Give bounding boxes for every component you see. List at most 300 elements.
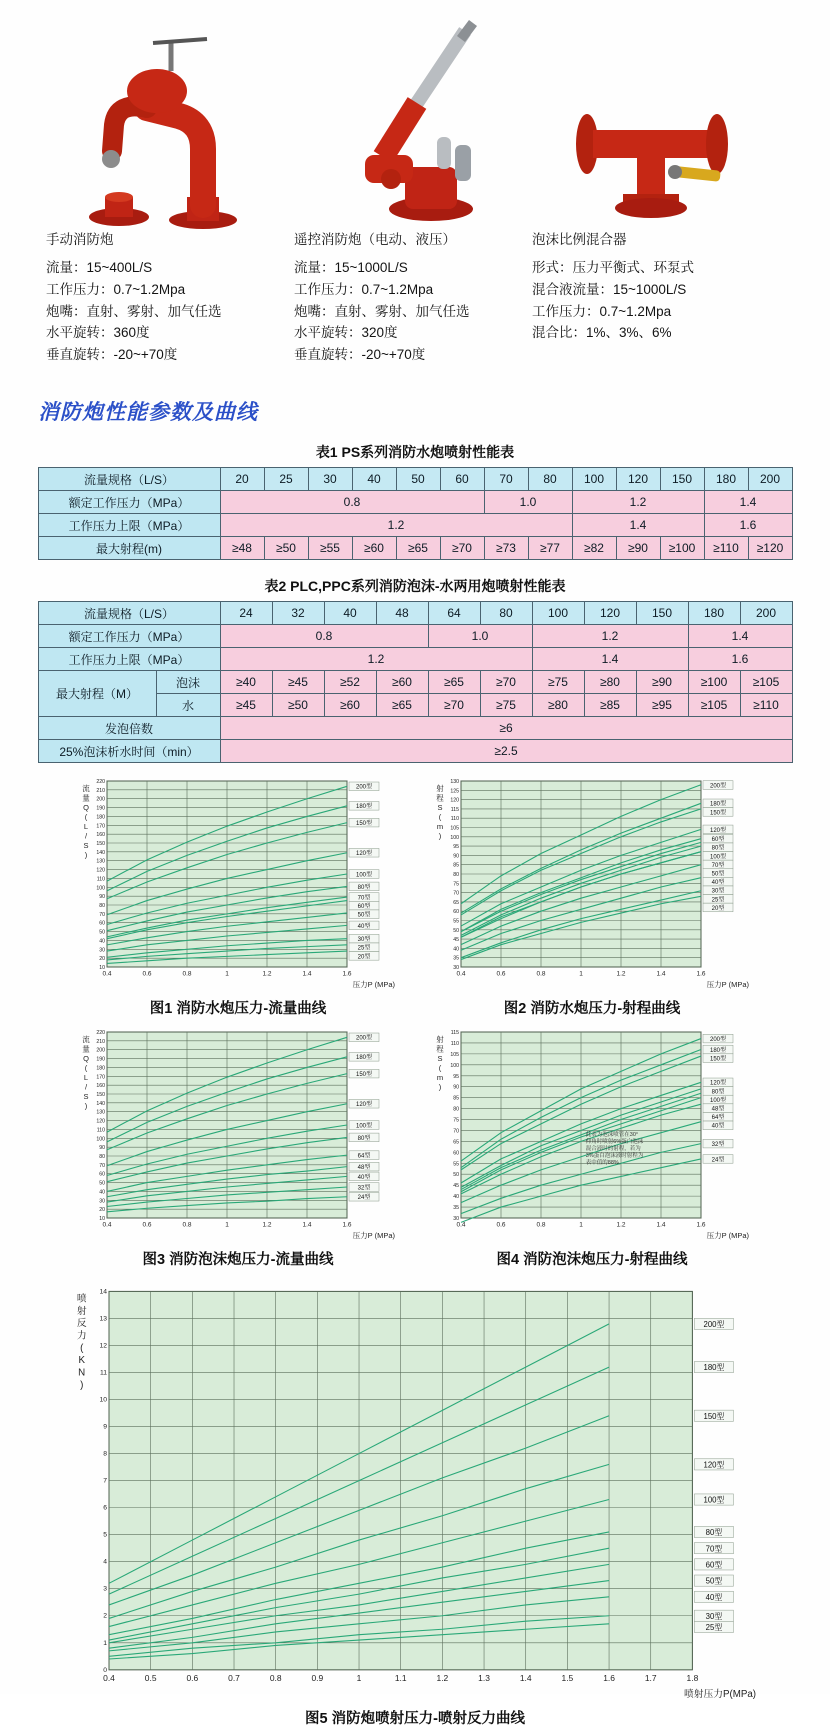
y-tick-label: 55 xyxy=(453,918,459,925)
performance-table xyxy=(38,601,793,763)
table-row xyxy=(38,602,792,625)
y-axis-label: / xyxy=(84,831,88,841)
series-label: 40型 xyxy=(705,1593,723,1603)
table-data-cell: ≥70 xyxy=(480,671,532,694)
y-tick-label: 12 xyxy=(99,1342,107,1350)
table-data-cell: 40 xyxy=(352,468,396,491)
spec-line: 流量：15~1000L/S xyxy=(294,259,408,275)
product-name: 遥控消防炮（电动、液压） xyxy=(294,232,456,247)
y-axis-label: ) xyxy=(84,1101,88,1111)
x-axis-label: 喷射压力P(MPa) xyxy=(683,1689,756,1701)
y-tick-label: 80 xyxy=(453,872,459,879)
series-label: 40型 xyxy=(711,880,725,887)
x-tick-label: 1.2 xyxy=(616,970,626,978)
y-tick-label: 120 xyxy=(96,1118,105,1125)
y-axis-label: 流 xyxy=(82,784,90,794)
y-tick-label: 105 xyxy=(450,1052,459,1059)
x-tick-label: 1.2 xyxy=(262,1221,272,1229)
chart-3 xyxy=(77,1024,399,1247)
x-tick-label: 1.4 xyxy=(519,1673,532,1684)
x-tick-label: 0.6 xyxy=(142,970,152,978)
spec-line: 垂直旋转：-20~+70度 xyxy=(46,347,178,363)
y-tick-label: 60 xyxy=(453,1150,459,1157)
y-tick-label: 20 xyxy=(99,956,105,963)
y-axis-label: Q xyxy=(83,1054,89,1064)
y-tick-label: 90 xyxy=(99,894,105,901)
series-label: 100型 xyxy=(355,872,373,879)
y-tick-label: 125 xyxy=(450,788,459,795)
x-tick-label: 0.6 xyxy=(496,1221,506,1229)
table-data-cell: ≥65 xyxy=(396,537,440,560)
y-axis-label: S xyxy=(83,841,89,851)
table-data-cell: 100 xyxy=(532,602,584,625)
y-tick-label: 55 xyxy=(453,1161,459,1168)
series-label: 150型 xyxy=(709,810,727,817)
spec-line: 工作压力：0.7~1.2Mpa xyxy=(46,281,186,297)
chart-canvas xyxy=(77,773,399,991)
x-tick-label: 1.3 xyxy=(478,1673,490,1684)
x-tick-label: 1.7 xyxy=(644,1673,657,1684)
y-tick-label: 190 xyxy=(96,805,105,812)
y-tick-label: 160 xyxy=(96,1083,105,1090)
table2-title: 表2 PLC,PPC系列消防泡沫-水两用炮喷射性能表 xyxy=(264,578,566,595)
y-tick-label: 35 xyxy=(453,1205,459,1212)
table-data-cell: 70 xyxy=(484,468,528,491)
chart-3-caption: 图3 消防泡沫炮压力-流量曲线 xyxy=(142,1252,334,1269)
y-tick-label: 190 xyxy=(96,1056,105,1063)
y-tick-label: 4 xyxy=(103,1558,107,1566)
table-data-cell: ≥75 xyxy=(480,694,532,717)
y-tick-label: 220 xyxy=(96,1030,105,1037)
x-tick-label: 0.7 xyxy=(228,1673,240,1684)
series-label: 25型 xyxy=(357,945,371,952)
y-tick-label: 90 xyxy=(453,853,459,860)
y-tick-label: 20 xyxy=(99,1207,105,1214)
y-axis-label: ) xyxy=(438,1082,442,1092)
product-remote-monitor xyxy=(294,24,522,366)
x-tick-label: 0.6 xyxy=(142,1221,152,1229)
table-data-cell: ≥55 xyxy=(308,537,352,560)
table-data-cell: ≥73 xyxy=(484,537,528,560)
x-tick-label: 1 xyxy=(225,970,229,978)
series-label: 180型 xyxy=(355,1055,373,1062)
table-data-cell: ≥85 xyxy=(584,694,636,717)
table-label-cell: 最大射程（M） xyxy=(38,671,156,717)
y-tick-label: 10 xyxy=(99,1396,107,1404)
table-data-cell: 48 xyxy=(376,602,428,625)
x-tick-label: 0.4 xyxy=(103,1673,115,1684)
table-data-cell: 1.2 xyxy=(572,491,704,514)
series-label: 180型 xyxy=(703,1363,725,1373)
table-data-cell: ≥2.5 xyxy=(220,740,792,763)
spec-line: 水平旋转：320度 xyxy=(294,325,398,341)
y-tick-label: 140 xyxy=(96,850,105,857)
table-data-cell: ≥60 xyxy=(324,694,376,717)
series-label: 64型 xyxy=(357,1153,371,1160)
y-axis-label: L xyxy=(83,822,89,832)
y-tick-label: 130 xyxy=(96,858,105,865)
table-data-cell: 150 xyxy=(636,602,688,625)
x-tick-label: 1.5 xyxy=(561,1673,574,1684)
table-data-cell: 120 xyxy=(584,602,636,625)
y-tick-label: 30 xyxy=(99,947,105,954)
y-axis-label: / xyxy=(84,1082,88,1092)
table-data-cell: ≥90 xyxy=(616,537,660,560)
y-axis-label: S xyxy=(83,1092,89,1102)
x-tick-label: 1.6 xyxy=(696,970,706,978)
y-axis-label: m xyxy=(436,1073,444,1083)
table-data-cell: 1.0 xyxy=(484,491,572,514)
y-axis-label: 流 xyxy=(82,1035,90,1045)
y-tick-label: 6 xyxy=(103,1504,107,1512)
y-tick-label: 60 xyxy=(99,920,105,927)
table-data-cell: ≥82 xyxy=(572,537,616,560)
series-label: 150型 xyxy=(355,821,373,828)
x-tick-label: 0.8 xyxy=(182,970,192,978)
table-data-cell: ≥70 xyxy=(440,537,484,560)
product-name: 泡沫比例混合器 xyxy=(532,232,627,247)
table-data-cell: ≥120 xyxy=(748,537,792,560)
table-row xyxy=(38,468,792,491)
section-title: 消防炮性能参数及曲线 xyxy=(38,401,258,425)
manual-monitor-photo xyxy=(46,24,284,229)
y-tick-label: 3 xyxy=(103,1585,107,1593)
table-data-cell: ≥60 xyxy=(376,671,428,694)
table-label-cell: 发泡倍数 xyxy=(38,717,220,740)
series-label: 200型 xyxy=(709,1037,727,1044)
y-tick-label: 40 xyxy=(453,1194,459,1201)
y-tick-label: 100 xyxy=(450,1062,459,1069)
y-tick-label: 60 xyxy=(99,1171,105,1178)
y-tick-label: 75 xyxy=(453,881,459,888)
product-specs xyxy=(46,257,284,366)
x-tick-label: 1.2 xyxy=(262,970,272,978)
y-axis-label: ) xyxy=(438,831,442,841)
x-tick-label: 1.6 xyxy=(342,970,352,978)
chart-note: 表中值的88%。 xyxy=(585,1160,625,1167)
y-tick-label: 120 xyxy=(96,867,105,874)
y-axis-label: ( xyxy=(84,812,88,822)
table-data-cell: 60 xyxy=(440,468,484,491)
series-label: 40型 xyxy=(711,1123,725,1130)
table-data-cell: 0.8 xyxy=(220,491,484,514)
y-tick-label: 10 xyxy=(99,965,105,972)
table-data-cell: 1.4 xyxy=(704,491,792,514)
spec-line: 垂直旋转：-20~+70度 xyxy=(294,347,426,363)
y-tick-label: 30 xyxy=(453,965,459,972)
y-axis-label: S xyxy=(437,803,443,813)
series-label: 30型 xyxy=(711,888,725,895)
table-data-cell: 20 xyxy=(220,468,264,491)
x-tick-label: 1 xyxy=(356,1673,362,1684)
foam-proportioner-illustration xyxy=(557,94,757,229)
x-tick-label: 0.4 xyxy=(102,1221,112,1229)
table-data-cell: 200 xyxy=(740,602,792,625)
spec-line: 流量：15~400L/S xyxy=(46,259,153,275)
series-label: 50型 xyxy=(705,1576,723,1586)
y-tick-label: 110 xyxy=(450,816,459,823)
y-tick-label: 50 xyxy=(453,927,459,934)
y-tick-label: 180 xyxy=(96,1065,105,1072)
y-tick-label: 210 xyxy=(96,788,105,795)
x-axis-label: 压力P (MPa) xyxy=(352,980,395,990)
table-data-cell: ≥52 xyxy=(324,671,376,694)
x-tick-label: 1 xyxy=(579,1221,583,1229)
table-data-cell: ≥80 xyxy=(532,694,584,717)
table-data-cell: ≥40 xyxy=(220,671,272,694)
product-foam-proportioner xyxy=(532,24,782,366)
series-label: 20型 xyxy=(711,906,725,913)
y-axis-label: 力 xyxy=(76,1330,87,1342)
x-tick-label: 1 xyxy=(225,1221,229,1229)
x-tick-label: 0.6 xyxy=(496,970,506,978)
y-tick-label: 40 xyxy=(99,1189,105,1196)
table-data-cell: 100 xyxy=(572,468,616,491)
y-tick-label: 45 xyxy=(453,1183,459,1190)
y-axis-label: 量 xyxy=(82,793,90,803)
table-data-cell: ≥65 xyxy=(428,671,480,694)
spec-line: 混合比：1%、3%、6% xyxy=(532,325,672,341)
table-data-cell: 64 xyxy=(428,602,480,625)
chart-5-caption: 图5 消防炮喷射压力-喷射反力曲线 xyxy=(305,1711,525,1728)
y-tick-label: 80 xyxy=(99,903,105,910)
series-label: 40型 xyxy=(357,923,371,930)
chart-figure-4 xyxy=(422,1024,762,1273)
table-row xyxy=(38,671,792,694)
table-row xyxy=(38,740,792,763)
series-label: 70型 xyxy=(711,863,725,870)
manual-monitor-illustration xyxy=(65,29,265,229)
table-data-cell: ≥6 xyxy=(220,717,792,740)
y-tick-label: 10 xyxy=(99,1216,105,1223)
y-tick-label: 85 xyxy=(453,862,459,869)
table-data-cell: ≥45 xyxy=(220,694,272,717)
y-tick-label: 220 xyxy=(96,779,105,786)
y-tick-label: 2 xyxy=(103,1612,107,1620)
y-tick-label: 40 xyxy=(99,938,105,945)
y-tick-label: 80 xyxy=(99,1154,105,1161)
series-label: 100型 xyxy=(709,1098,727,1105)
series-label: 20型 xyxy=(357,954,371,961)
table-row xyxy=(38,717,792,740)
x-tick-label: 1.8 xyxy=(686,1673,699,1684)
y-axis-label: S xyxy=(437,1054,443,1064)
chart-canvas xyxy=(431,773,753,991)
spec-line: 炮嘴：直射、雾射、加气任选 xyxy=(46,303,222,319)
table1 xyxy=(0,467,830,560)
table-label-cell: 流量规格（L/S） xyxy=(38,468,220,491)
series-label: 100型 xyxy=(355,1123,373,1130)
y-tick-label: 0 xyxy=(103,1666,107,1674)
y-axis-label: ( xyxy=(438,812,442,822)
series-label: 200型 xyxy=(355,784,373,791)
table-data-cell: ≥77 xyxy=(528,537,572,560)
x-tick-label: 0.8 xyxy=(182,1221,192,1229)
foam-proportioner-photo xyxy=(532,24,782,229)
series-label: 180型 xyxy=(355,804,373,811)
y-tick-label: 150 xyxy=(96,841,105,848)
table-data-cell: 180 xyxy=(704,468,748,491)
y-axis-label: L xyxy=(83,1073,89,1083)
spec-line: 混合液流量：15~1000L/S xyxy=(532,281,687,297)
table-row xyxy=(38,648,792,671)
table-data-cell: 200 xyxy=(748,468,792,491)
y-tick-label: 100 xyxy=(450,834,459,841)
series-label: 64型 xyxy=(711,1115,725,1122)
products-row xyxy=(0,0,830,366)
series-label: 25型 xyxy=(711,897,725,904)
y-tick-label: 45 xyxy=(453,937,459,944)
y-tick-label: 90 xyxy=(99,1145,105,1152)
y-tick-label: 65 xyxy=(453,1139,459,1146)
series-label: 48型 xyxy=(357,1165,371,1172)
y-tick-label: 30 xyxy=(99,1198,105,1205)
chart-canvas xyxy=(77,1024,399,1242)
y-tick-label: 80 xyxy=(453,1106,459,1113)
table-data-cell: 1.4 xyxy=(572,514,704,537)
y-tick-label: 150 xyxy=(96,1092,105,1099)
spec-line: 形式：压力平衡式、环泵式 xyxy=(532,259,694,275)
table-data-cell: ≥50 xyxy=(272,694,324,717)
table-data-cell: ≥90 xyxy=(636,671,688,694)
y-tick-label: 170 xyxy=(96,1074,105,1081)
x-tick-label: 1.2 xyxy=(436,1673,449,1684)
y-tick-label: 70 xyxy=(453,890,459,897)
y-axis-label: 反 xyxy=(76,1318,87,1330)
table-data-cell: 80 xyxy=(480,602,532,625)
x-tick-label: 0.4 xyxy=(456,1221,466,1229)
table-label-cell: 流量规格（L/S） xyxy=(38,602,220,625)
series-label: 80型 xyxy=(357,1135,371,1142)
y-tick-label: 85 xyxy=(453,1095,459,1102)
y-tick-label: 8 xyxy=(103,1450,107,1458)
y-tick-label: 65 xyxy=(453,900,459,907)
chart-4-caption: 图4 消防泡沫炮压力-射程曲线 xyxy=(496,1252,688,1269)
x-tick-label: 1.6 xyxy=(342,1221,352,1229)
y-tick-label: 90 xyxy=(453,1084,459,1091)
table-data-cell: 1.2 xyxy=(532,625,688,648)
x-tick-label: 1.6 xyxy=(603,1673,615,1684)
chart-note: 此表为泡沫喷管在30° xyxy=(585,1132,639,1139)
series-label: 32型 xyxy=(711,1142,725,1149)
y-axis-label: Q xyxy=(83,803,89,813)
y-tick-label: 60 xyxy=(453,909,459,916)
table-data-cell: 1.2 xyxy=(220,514,572,537)
chart-note: 3%蛋白泡沫液时射程为 xyxy=(585,1153,644,1160)
table-data-cell: 1.6 xyxy=(704,514,792,537)
table-data-cell: 40 xyxy=(324,602,376,625)
x-tick-label: 0.8 xyxy=(536,970,546,978)
series-label: 200型 xyxy=(703,1320,725,1330)
table-data-cell: 1.0 xyxy=(428,625,532,648)
y-tick-label: 11 xyxy=(99,1369,107,1377)
y-axis-label: 量 xyxy=(82,1044,90,1054)
table-label-cell: 工作压力上限（MPa） xyxy=(38,648,220,671)
table-data-cell: ≥80 xyxy=(584,671,636,694)
spec-line: 工作压力：0.7~1.2Mpa xyxy=(294,281,434,297)
y-tick-label: 50 xyxy=(453,1172,459,1179)
x-tick-label: 1.4 xyxy=(302,970,312,978)
chart-1-caption: 图1 消防水炮压力-流量曲线 xyxy=(149,1001,327,1018)
series-label: 120型 xyxy=(709,1080,727,1087)
table-data-cell: 25 xyxy=(264,468,308,491)
table-data-cell: 1.4 xyxy=(532,648,688,671)
y-axis-label: ( xyxy=(80,1342,84,1354)
chart-2-caption: 图2 消防水炮压力-射程曲线 xyxy=(503,1001,681,1018)
table-data-cell: ≥100 xyxy=(688,671,740,694)
charts-grid xyxy=(0,773,830,1273)
table-data-cell: 1.2 xyxy=(220,648,532,671)
y-tick-label: 7 xyxy=(103,1477,107,1485)
table1-title: 表1 PS系列消防水炮喷射性能表 xyxy=(315,444,515,461)
table-data-cell: ≥110 xyxy=(704,537,748,560)
y-axis-label: ( xyxy=(438,1063,442,1073)
chart-note: 仰角时喷射6%蛋白泡沫 xyxy=(585,1139,644,1146)
x-tick-label: 0.8 xyxy=(269,1673,282,1684)
y-axis-label: ) xyxy=(84,850,88,860)
chart-5-wrap xyxy=(0,1281,830,1732)
series-label: 120型 xyxy=(703,1460,725,1470)
y-axis-label: 喷 xyxy=(76,1293,87,1305)
chart-figure-1 xyxy=(68,773,408,1022)
y-tick-label: 160 xyxy=(96,832,105,839)
series-label: 24型 xyxy=(711,1157,725,1164)
y-tick-label: 105 xyxy=(450,825,459,832)
y-tick-label: 1 xyxy=(103,1639,107,1647)
series-label: 120型 xyxy=(355,1102,373,1109)
y-tick-label: 5 xyxy=(103,1531,107,1539)
y-axis-label: K xyxy=(78,1355,85,1367)
table-data-cell: ≥105 xyxy=(740,671,792,694)
table-data-cell: 150 xyxy=(660,468,704,491)
chart-figure-3 xyxy=(68,1024,408,1273)
chart-canvas xyxy=(431,1024,753,1242)
y-axis-label: 射 xyxy=(436,784,444,794)
series-label: 80型 xyxy=(711,1089,725,1096)
table-data-cell: ≥75 xyxy=(532,671,584,694)
y-tick-label: 9 xyxy=(103,1423,107,1431)
y-tick-label: 100 xyxy=(96,885,105,892)
table-label-cell: 额定工作压力（MPa） xyxy=(38,625,220,648)
series-label: 80型 xyxy=(711,845,725,852)
table-data-cell: 30 xyxy=(308,468,352,491)
x-tick-label: 1 xyxy=(579,970,583,978)
y-tick-label: 30 xyxy=(453,1216,459,1223)
y-tick-label: 210 xyxy=(96,1039,105,1046)
y-tick-label: 50 xyxy=(99,929,105,936)
table-label-cell: 工作压力上限（MPa） xyxy=(38,514,220,537)
spec-line: 工作压力：0.7~1.2Mpa xyxy=(532,303,672,319)
table-label-cell: 水 xyxy=(156,694,220,717)
table-data-cell: ≥105 xyxy=(688,694,740,717)
table-data-cell: 32 xyxy=(272,602,324,625)
x-tick-label: 1.1 xyxy=(394,1673,407,1684)
y-tick-label: 50 xyxy=(99,1180,105,1187)
series-label: 100型 xyxy=(709,854,727,861)
chart-figure-5 xyxy=(70,1281,760,1732)
table-data-cell: 0.8 xyxy=(220,625,428,648)
series-label: 180型 xyxy=(709,1048,727,1055)
series-label: 100型 xyxy=(703,1495,725,1505)
product-specs xyxy=(294,257,522,366)
x-tick-label: 1.2 xyxy=(616,1221,626,1229)
table-label-cell: 最大射程(m) xyxy=(38,537,220,560)
table-data-cell: ≥100 xyxy=(660,537,704,560)
x-axis-label: 压力P (MPa) xyxy=(706,1231,749,1241)
y-tick-label: 200 xyxy=(96,796,105,803)
table-row xyxy=(38,514,792,537)
series-label: 50型 xyxy=(357,912,371,919)
